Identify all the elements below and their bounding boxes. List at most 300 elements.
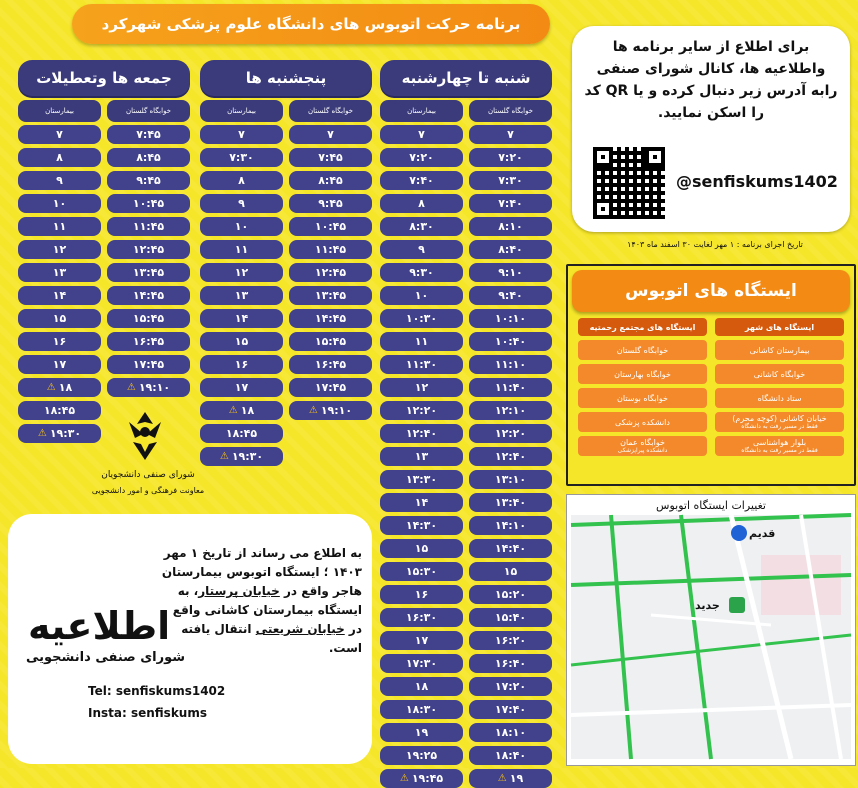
schedule-row <box>380 378 552 397</box>
column-header: بیمارستان <box>200 100 283 122</box>
time-value: ۱۰ <box>414 289 429 302</box>
schedule-row <box>380 355 552 374</box>
time-cell <box>469 493 552 512</box>
schedule-row <box>200 263 372 282</box>
schedule-row <box>380 516 552 535</box>
schedule-row <box>200 401 372 420</box>
time-cell <box>380 562 463 581</box>
time-cell <box>380 769 463 788</box>
time-value: ۱۱ <box>52 220 67 233</box>
column-header: خوابگاه گلستان <box>107 100 190 122</box>
page-title: برنامه حرکت اتوبوس های دانشگاه علوم پزشکی شهرکرد <box>72 4 550 44</box>
city-station-item <box>715 364 844 384</box>
time-value: ۸:۳۰ <box>409 220 434 233</box>
time-cell <box>289 309 372 328</box>
time-cell <box>380 470 463 489</box>
time-value: ۸ <box>418 197 425 210</box>
info-box <box>572 26 850 232</box>
time-value: ۷ <box>327 128 334 141</box>
schedule-row <box>380 125 552 144</box>
city-station-item <box>715 340 844 360</box>
stations-box <box>566 264 856 486</box>
time-cell <box>469 539 552 558</box>
schedule-row <box>380 263 552 282</box>
time-cell <box>200 171 283 190</box>
station-name: خوابگاه بهارستان <box>614 369 671 379</box>
time-cell <box>18 240 101 259</box>
schedule-row <box>18 378 190 397</box>
time-value: ۹:۴۵ <box>318 197 343 210</box>
time-cell <box>469 148 552 167</box>
time-value: ۱۹ <box>414 726 429 739</box>
logo-line2: معاونت فرهنگی و امور دانشجویی <box>91 486 205 495</box>
time-cell <box>18 263 101 282</box>
time-value: ۹:۴۰ <box>498 289 523 302</box>
schedule-row <box>18 309 190 328</box>
time-value: ۱۱:۱۰ <box>494 358 527 371</box>
time-cell <box>469 332 552 351</box>
schedule-weekdays <box>380 60 552 788</box>
schedule-row <box>18 263 190 282</box>
time-cell <box>469 286 552 305</box>
time-value: ۱۸:۴۰ <box>494 749 527 762</box>
time-cell <box>469 217 552 236</box>
time-cell <box>289 424 372 443</box>
time-cell <box>380 194 463 213</box>
map-roads <box>571 515 851 759</box>
time-cell <box>18 194 101 213</box>
date-note: تاریخ اجرای برنامه : ۱ مهر لغایت ۳۰ اسفند ماه ۱۴۰۳ <box>627 240 803 249</box>
schedule-row <box>18 217 190 236</box>
time-value: ۱۳:۴۵ <box>132 266 165 279</box>
city-station-item <box>715 388 844 408</box>
station-name: خوابگاه کاشانی <box>753 369 806 379</box>
time-value: ۱۸:۴۵ <box>43 404 76 417</box>
time-cell <box>107 355 190 374</box>
time-value: ۱۰:۴۵ <box>132 197 165 210</box>
time-value: ۱۸:۱۰ <box>494 726 527 739</box>
time-value: ۱۲:۴۵ <box>132 243 165 256</box>
schedule-row <box>380 723 552 742</box>
warning-icon: ⚠ <box>126 382 136 393</box>
time-cell <box>200 332 283 351</box>
info-text: برای اطلاع از سایر برنامه ها واطلاعیه ها، کانال شورای صنفی رابه آدرس زیر دنبال کرده و یا QR کد را اسکن نمایید. <box>584 39 838 121</box>
time-cell <box>18 355 101 374</box>
time-value: ۱۹:۴۵ <box>411 772 444 785</box>
channel-handle[interactable]: @senfiskums1402 <box>676 172 838 191</box>
time-cell <box>469 355 552 374</box>
time-value: ۹ <box>238 197 245 210</box>
time-value: ۱۸:۴۵ <box>225 427 258 440</box>
time-value: ۷ <box>238 128 245 141</box>
campus-station-item <box>578 388 707 408</box>
council-logo-icon <box>115 404 175 464</box>
time-cell <box>289 378 372 397</box>
time-cell <box>469 631 552 650</box>
time-cell <box>107 171 190 190</box>
time-cell <box>18 378 101 397</box>
column-header: خوابگاه گلستان <box>289 100 372 122</box>
old-station-label: قدیم <box>749 527 776 540</box>
campus-stations <box>578 318 707 456</box>
time-value: ۸ <box>56 151 63 164</box>
time-value: ۱۵ <box>234 335 249 348</box>
time-value: ۱۶:۲۰ <box>494 634 527 647</box>
time-cell <box>469 723 552 742</box>
time-value: ۱۹ <box>509 772 524 785</box>
time-cell <box>469 378 552 397</box>
time-value: ۱۴:۴۵ <box>314 312 347 325</box>
schedule-row <box>380 401 552 420</box>
time-value: ۷:۴۰ <box>409 174 434 187</box>
time-cell <box>380 148 463 167</box>
schedule-row <box>18 355 190 374</box>
time-value: ۱۱:۴۵ <box>314 243 347 256</box>
schedule-row <box>18 286 190 305</box>
time-value: ۱۱ <box>414 335 429 348</box>
time-cell <box>289 171 372 190</box>
time-value: ۷:۲۰ <box>409 151 434 164</box>
schedule-row <box>200 148 372 167</box>
schedule-row <box>380 654 552 673</box>
announcement-title: اطلاعیه <box>28 604 171 648</box>
time-cell <box>107 217 190 236</box>
time-cell <box>469 424 552 443</box>
campus-station-item <box>578 340 707 360</box>
time-value: ۱۶ <box>234 358 249 371</box>
time-value: ۱۲:۲۰ <box>494 427 527 440</box>
station-name: دانشکده پزشکی <box>615 417 670 427</box>
time-cell <box>380 654 463 673</box>
map-area[interactable] <box>571 515 851 759</box>
time-cell <box>380 585 463 604</box>
announcement-box <box>8 514 372 764</box>
time-value: ۱۴:۳۰ <box>405 519 438 532</box>
time-cell <box>380 240 463 259</box>
time-value: ۱۹:۱۰ <box>320 404 353 417</box>
station-name: بیمارستان کاشانی <box>749 345 810 355</box>
qr-code-icon[interactable] <box>590 144 668 222</box>
time-cell <box>380 378 463 397</box>
schedule-row <box>18 240 190 259</box>
time-value: ۱۸ <box>414 680 429 693</box>
schedule-row <box>200 309 372 328</box>
station-note: فقط در مسیر رفت به دانشگاه <box>741 447 818 454</box>
schedule-header: شنبه تا چهارشنبه <box>380 60 552 96</box>
schedule-row <box>380 240 552 259</box>
time-cell <box>469 171 552 190</box>
time-value: ۱۹:۳۰ <box>49 427 82 440</box>
schedule-row <box>200 194 372 213</box>
station-note: فقط در مسیر رفت به دانشگاه <box>741 423 818 430</box>
schedule-row <box>200 332 372 351</box>
time-cell <box>469 470 552 489</box>
time-value: ۱۹:۱۰ <box>138 381 171 394</box>
time-cell <box>380 608 463 627</box>
time-value: ۱۳ <box>234 289 249 302</box>
time-value: ۱۶:۴۵ <box>314 358 347 371</box>
time-value: ۱۲ <box>234 266 249 279</box>
city-header: ایستگاه های شهر <box>715 318 844 336</box>
time-cell <box>380 125 463 144</box>
station-note: دانشکده پیراپزشکی <box>617 447 668 454</box>
time-value: ۱۰ <box>52 197 67 210</box>
time-value: ۱۴:۴۰ <box>494 542 527 555</box>
time-cell <box>469 401 552 420</box>
time-value: ۱۶:۴۰ <box>494 657 527 670</box>
time-cell <box>200 286 283 305</box>
time-cell <box>289 332 372 351</box>
schedule-row <box>18 171 190 190</box>
schedule-row <box>380 171 552 190</box>
city-station-item <box>715 436 844 456</box>
time-value: ۱۰ <box>234 220 249 233</box>
time-cell <box>380 401 463 420</box>
schedule-row <box>200 424 372 443</box>
time-cell <box>469 769 552 788</box>
time-value: ۱۴:۱۰ <box>494 519 527 532</box>
time-cell <box>200 309 283 328</box>
time-value: ۱۷:۴۵ <box>314 381 347 394</box>
schedule-row <box>200 171 372 190</box>
time-value: ۱۲:۱۰ <box>494 404 527 417</box>
schedule-row <box>200 217 372 236</box>
time-cell <box>380 309 463 328</box>
time-value: ۷ <box>418 128 425 141</box>
city-station-item <box>715 412 844 432</box>
time-cell <box>380 332 463 351</box>
time-value: ۱۵ <box>414 542 429 555</box>
time-cell <box>289 148 372 167</box>
time-value: ۱۴ <box>414 496 429 509</box>
logo-line1: شورای صنفی دانشجویان <box>101 470 195 480</box>
time-value: ۷:۴۵ <box>318 151 343 164</box>
station-name: خیابان کاشانی (کوچه محرم) <box>732 414 827 423</box>
time-cell <box>200 217 283 236</box>
time-value: ۱۶ <box>414 588 429 601</box>
time-value: ۷:۳۰ <box>229 151 254 164</box>
telegram-contact[interactable]: Tel: senfiskums1402 <box>88 684 226 698</box>
schedule-row <box>380 769 552 788</box>
time-value: ۱۷ <box>52 358 67 371</box>
time-cell <box>289 194 372 213</box>
warning-icon: ⚠ <box>228 405 238 416</box>
schedule-row <box>380 677 552 696</box>
warning-icon: ⚠ <box>308 405 318 416</box>
time-value: ۹ <box>56 174 63 187</box>
time-cell <box>289 286 372 305</box>
time-value: ۱۸ <box>240 404 255 417</box>
schedule-fridays-holidays <box>18 60 190 443</box>
time-value: ۱۶:۴۵ <box>132 335 165 348</box>
time-value: ۱۷:۳۰ <box>405 657 438 670</box>
time-value: ۱۷ <box>414 634 429 647</box>
time-cell <box>469 746 552 765</box>
time-cell <box>289 401 372 420</box>
time-cell <box>107 286 190 305</box>
schedule-row <box>380 286 552 305</box>
time-value: ۸:۴۵ <box>136 151 161 164</box>
time-value: ۱۸:۳۰ <box>405 703 438 716</box>
time-cell <box>469 125 552 144</box>
time-value: ۱۰:۴۰ <box>494 335 527 348</box>
time-cell <box>469 309 552 328</box>
time-cell <box>18 332 101 351</box>
time-cell <box>200 263 283 282</box>
station-name: خوابگاه عمان <box>620 438 665 447</box>
time-cell <box>380 355 463 374</box>
time-cell <box>380 171 463 190</box>
time-value: ۸:۴۵ <box>318 174 343 187</box>
time-cell <box>289 217 372 236</box>
schedule-row <box>380 447 552 466</box>
campus-station-item <box>578 364 707 384</box>
map-box <box>566 494 856 766</box>
warning-icon: ⚠ <box>37 428 47 439</box>
time-cell <box>200 125 283 144</box>
schedule-row <box>380 631 552 650</box>
schedule-row <box>200 286 372 305</box>
time-cell <box>380 677 463 696</box>
time-value: ۱۳:۴۵ <box>314 289 347 302</box>
schedule-row <box>200 447 372 466</box>
time-value: ۹:۳۰ <box>409 266 434 279</box>
time-value: ۱۶ <box>52 335 67 348</box>
schedule-row <box>200 378 372 397</box>
time-cell <box>107 309 190 328</box>
schedule-row <box>380 608 552 627</box>
schedule-row <box>380 562 552 581</box>
schedule-row <box>18 194 190 213</box>
time-cell <box>107 125 190 144</box>
time-cell <box>469 700 552 719</box>
schedule-row <box>380 493 552 512</box>
time-cell <box>107 240 190 259</box>
time-value: ۱۳ <box>52 266 67 279</box>
time-value: ۱۷ <box>234 381 249 394</box>
map-title: تغییرات ایستگاه اتوبوس <box>656 499 766 512</box>
time-value: ۱۸ <box>58 381 73 394</box>
schedule-thursdays <box>200 60 372 466</box>
time-cell <box>200 424 283 443</box>
warning-icon: ⚠ <box>399 773 409 784</box>
schedule-row <box>380 332 552 351</box>
time-cell <box>107 263 190 282</box>
time-value: ۱۲ <box>52 243 67 256</box>
schedule-row <box>380 424 552 443</box>
time-value: ۱۳ <box>414 450 429 463</box>
time-value: ۱۵:۳۰ <box>405 565 438 578</box>
instagram-contact[interactable]: Insta: senfiskums <box>88 706 207 720</box>
time-cell <box>469 585 552 604</box>
time-value: ۸:۴۰ <box>498 243 523 256</box>
time-value: ۱۷:۲۰ <box>494 680 527 693</box>
time-cell <box>289 125 372 144</box>
time-cell <box>107 194 190 213</box>
time-cell <box>380 424 463 443</box>
time-cell <box>469 240 552 259</box>
time-value: ۱۳:۳۰ <box>405 473 438 486</box>
time-value: ۸:۱۰ <box>498 220 523 233</box>
schedule-row <box>380 585 552 604</box>
schedule-row <box>380 746 552 765</box>
time-value: ۱۲:۴۵ <box>314 266 347 279</box>
time-cell <box>380 263 463 282</box>
time-cell <box>200 355 283 374</box>
station-name: بلوار هواشناسی <box>752 438 807 447</box>
time-cell <box>380 539 463 558</box>
time-cell <box>18 148 101 167</box>
station-name: خوابگاه گلستان <box>616 345 669 355</box>
time-value: ۱۴ <box>234 312 249 325</box>
time-value: ۱۶:۳۰ <box>405 611 438 624</box>
time-value: ۱۱:۴۰ <box>494 381 527 394</box>
time-value: ۸ <box>238 174 245 187</box>
time-value: ۱۵ <box>503 565 518 578</box>
time-value: ۹:۱۰ <box>498 266 523 279</box>
time-value: ۱۵:۲۰ <box>494 588 527 601</box>
time-value: ۱۷:۴۰ <box>494 703 527 716</box>
schedule-row <box>380 217 552 236</box>
warning-icon: ⚠ <box>46 382 56 393</box>
time-cell <box>18 309 101 328</box>
time-value: ۱۵:۴۵ <box>314 335 347 348</box>
announcement-subtitle: شورای صنفی دانشجویی <box>26 650 186 665</box>
time-cell <box>18 171 101 190</box>
time-value: ۱۵:۴۵ <box>132 312 165 325</box>
schedule-row <box>380 470 552 489</box>
announcement-text: به اطلاع می رساند از تاریخ ۱ مهر ۱۴۰۳ ؛ ایستگاه اتوبوس بیمارستان هاجر واقع در خیابان پرستار، به ایستگاه بیمارستان کاشانی واقع در خیابان شریعتی انتقال یافته است. <box>161 546 362 655</box>
time-cell <box>200 194 283 213</box>
time-value: ۱۹:۳۰ <box>231 450 264 463</box>
time-cell <box>469 608 552 627</box>
campus-station-item <box>578 412 707 432</box>
time-cell <box>18 401 101 420</box>
time-value: ۱۲:۲۰ <box>405 404 438 417</box>
schedule-header: جمعه ها وتعطیلات <box>18 60 190 96</box>
station-name: ستاد دانشگاه <box>757 393 802 403</box>
time-cell <box>200 378 283 397</box>
time-value: ۱۰:۳۰ <box>405 312 438 325</box>
time-cell <box>469 447 552 466</box>
time-cell <box>469 194 552 213</box>
time-value: ۷:۲۰ <box>498 151 523 164</box>
time-value: ۱۴:۴۵ <box>132 289 165 302</box>
time-value: ۹ <box>418 243 425 256</box>
time-value: ۱۲:۴۰ <box>494 450 527 463</box>
time-cell <box>469 677 552 696</box>
time-cell <box>380 700 463 719</box>
schedule-row <box>200 355 372 374</box>
time-value: ۱۲:۴۰ <box>405 427 438 440</box>
time-value: ۷:۴۵ <box>136 128 161 141</box>
time-cell <box>380 723 463 742</box>
time-value: ۱۰:۱۰ <box>494 312 527 325</box>
schedule-row <box>18 332 190 351</box>
time-cell <box>200 240 283 259</box>
schedule-row <box>18 125 190 144</box>
time-value: ۱۱ <box>234 243 249 256</box>
schedule-header: پنجشنبه ها <box>200 60 372 96</box>
time-value: ۱۹:۲۵ <box>405 749 438 762</box>
schedule-row <box>18 148 190 167</box>
time-cell <box>289 355 372 374</box>
time-value: ۹:۴۵ <box>136 174 161 187</box>
time-cell <box>289 263 372 282</box>
schedule-row <box>380 539 552 558</box>
time-cell <box>469 516 552 535</box>
time-value: ۷ <box>507 128 514 141</box>
